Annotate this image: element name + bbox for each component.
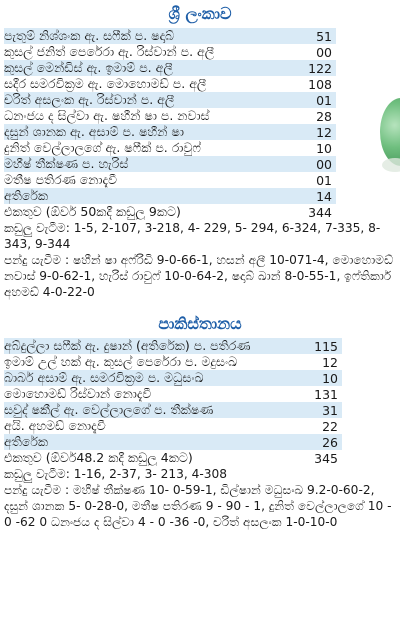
- batter-score: 10: [316, 140, 332, 156]
- batter-name: අබ්දුල්ලා සෆීක් ඇ. දුෂාන් (අතිරේක) ප. පතිරණ: [4, 338, 251, 353]
- batter-score: 01: [316, 172, 332, 188]
- batting-row: [4, 418, 342, 434]
- batter-name: මතීෂ පතිරණ නොදැවී: [4, 172, 118, 187]
- batter-score: 345: [314, 450, 338, 466]
- sri-lanka-scorecard: [0, 0, 400, 300]
- batting-row: [4, 402, 342, 418]
- pakistan-title: පාකිස්තානය: [158, 314, 242, 333]
- batter-name: අතිරේක: [4, 188, 49, 203]
- batting-row: [4, 188, 336, 204]
- batting-row: [4, 156, 336, 172]
- batter-score: 00: [316, 156, 332, 172]
- batter-name: මහීෂ් තීක්ෂණ ප. හැරිස්: [4, 156, 129, 171]
- batting-row: [4, 386, 342, 402]
- batter-name: එකතුව (ඕවර් 50කදී කඩුලු 9කට): [4, 204, 181, 219]
- pakistan-bowling: පන්දු යැවීම : මහීෂ් තීක්ෂණ 10- 0-59-1, ඩිල්ෂාන් මධුසංඛ 9.2-0-60-2, දසුන් ශානක 5- 0-28-0, මතීෂ පතිරණ 9 - 90 - 1, දුනිත් වෙල්ලාලගේ 10 - 0 -62 0 ධනංජය ද සිල්වා 4 - 0 -36 -0, චරිත් අසලංක 1-0-10-0: [4, 483, 392, 529]
- batter-name: එකතුව (ඕවර්48.2 කදී කඩුලු 4කට): [4, 450, 193, 465]
- sri-lanka-batting-list: [0, 28, 400, 220]
- batter-name: පැතුම් නිශ්ශංක ඇ. සෆීක් ප. ෂදාබ්: [4, 28, 175, 43]
- batter-score: 00: [316, 44, 332, 60]
- batter-name: කුසල් මෙන්ඩිස් ඇ. ඉමාම් ප. අලී: [4, 60, 173, 75]
- batter-score: 131: [314, 386, 338, 402]
- batter-score: 28: [316, 108, 332, 124]
- batting-row: [4, 338, 342, 354]
- pakistan-fall-of-wickets: කඩුලු වැටීම: 1-16, 2-37, 3- 213, 4-308: [4, 467, 228, 481]
- batter-score: 51: [316, 28, 332, 44]
- batter-name: ධනංජය ද සිල්වා ඇ. ෂහීන් ෂා ප. නවාස්: [4, 108, 210, 123]
- batter-name: සවුද් ෂකීල් ඇ. වෙල්ලාලගේ ප. තීක්ෂණ: [4, 402, 214, 417]
- batting-row: [4, 354, 342, 370]
- batter-score: 14: [316, 188, 332, 204]
- pakistan-batting-list: [0, 338, 400, 466]
- batter-name: කුසල් ජනිත් පෙරේරා ඇ. රිස්වාන් ප. අලී: [4, 44, 215, 59]
- batting-row: [4, 450, 342, 466]
- batter-score: 31: [322, 402, 338, 418]
- batting-row: [4, 60, 336, 76]
- sri-lanka-fall-of-wickets: කඩුලු වැටීම: 1-5, 2-107, 3-218, 4- 229, 5- 294, 6-324, 7-335, 8-343, 9-344: [4, 221, 381, 251]
- batting-row: [4, 124, 336, 140]
- batter-name: චරිත් අසලංක ඇ. රිස්වාන් ප. අලී: [4, 92, 175, 107]
- batting-row: [4, 204, 336, 220]
- batting-row: [4, 434, 342, 450]
- batter-name: ඉමාම් උල් හක් ඇ. කුසල් පෙරේරා ප. මදුසංඛ: [4, 354, 238, 369]
- sri-lanka-title: ශ්‍රී ලංකාව: [168, 4, 232, 23]
- batter-name: දුනිත් වෙල්ලාලගේ ඇ. ෂෆීක් ප. රාවුෆ්: [4, 140, 201, 155]
- sri-lanka-bowling: පන්දු යැවීම : ෂහීන් ෂා අෆ්රිඩි 9-0-66-1, හසන් අලී 10-071-4, මොහොමඩ් නවාස් 9-0-62-1, හැරිස් රාවුෆ් 10-0-64-2, ෂදාබ් ඛාන් 8-0-55-1, ඉෆ්තිකාර් අහමඩ් 4-0-22-0: [4, 253, 394, 299]
- batting-row: [4, 140, 336, 156]
- batting-row: [4, 44, 336, 60]
- batter-score: 12: [322, 354, 338, 370]
- batting-row: [4, 172, 336, 188]
- batter-name: සදීර සමරවික්‍රම ඇ. මොහොමඩ් ප. අලී: [4, 76, 207, 91]
- batter-name: අයි. අහමඩ් නොදැවී: [4, 418, 106, 433]
- batting-row: [4, 92, 336, 108]
- batting-row: [4, 28, 336, 44]
- section-gap: [0, 300, 400, 308]
- batting-row: [4, 370, 342, 386]
- batting-row: [4, 108, 336, 124]
- batter-score: 12: [316, 124, 332, 140]
- batter-score: 10: [322, 370, 338, 386]
- batter-score: 122: [308, 60, 332, 76]
- batting-row: [4, 76, 336, 92]
- batter-score: 115: [314, 338, 338, 354]
- batter-score: 26: [322, 434, 338, 450]
- batter-name: දසුන් ශානක ඇ. අසාම් ප. ෂහීන් ෂා: [4, 124, 184, 139]
- batter-name: බාබර් අසාම් ඇ. සමරවික්‍රම ප. මධුසංඛ: [4, 370, 204, 385]
- batter-score: 344: [308, 204, 332, 220]
- batter-name: මොහොමඩ් රිස්වාන් නොදැවී: [4, 386, 152, 401]
- batter-score: 22: [322, 418, 338, 434]
- batter-score: 01: [316, 92, 332, 108]
- batter-name: අතිරේක: [4, 434, 49, 449]
- pakistan-scorecard: [0, 308, 400, 530]
- batter-score: 108: [308, 76, 332, 92]
